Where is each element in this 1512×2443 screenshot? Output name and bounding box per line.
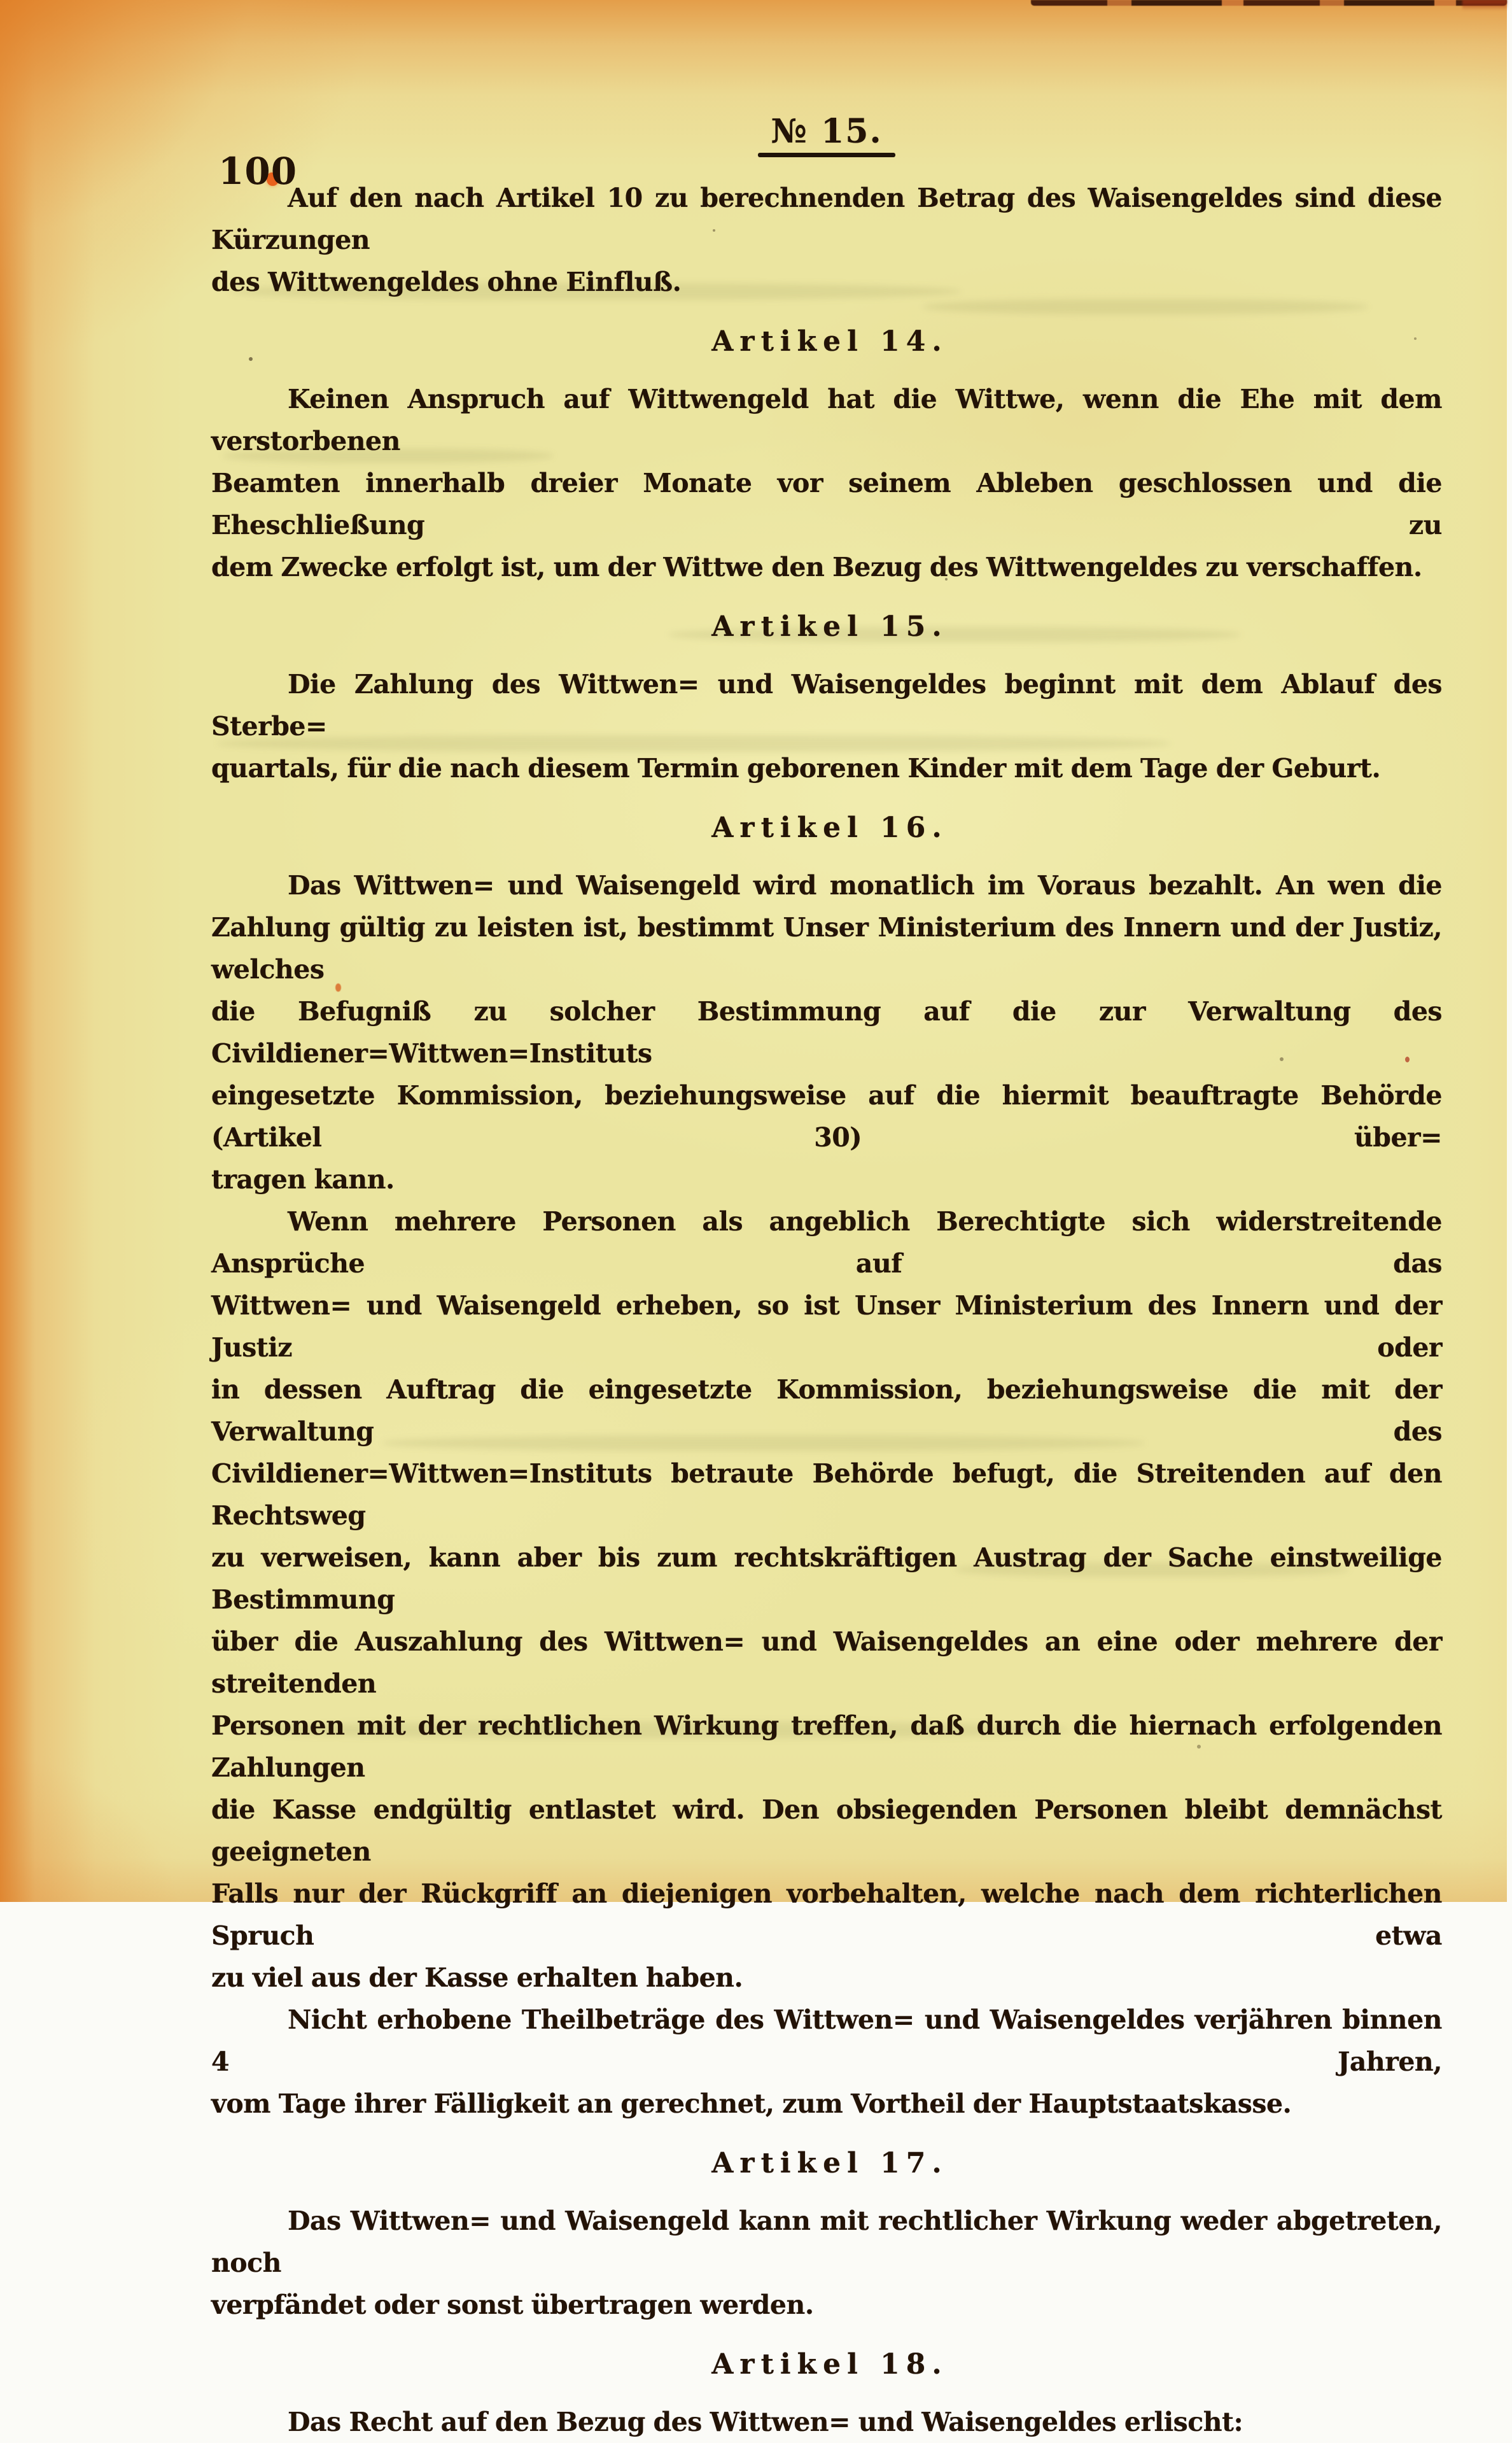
article-heading: Artikel 18.	[711, 2348, 948, 2381]
text-line: Die Zahlung des Wittwen= und Waisengeldes beginnt mit dem Ablauf des Sterbe=	[211, 669, 1442, 742]
text-line: tragen kann.	[211, 1164, 395, 1195]
text-line: Wenn mehrere Personen als angeblich Berechtigte sich widerstreitende Ansprüche auf das	[211, 1206, 1442, 1279]
text-line: des Wittwengeldes ohne Einfluß.	[211, 267, 682, 297]
text-line: Civildiener=Wittwen=Instituts betraute Behörde befugt, die Streitenden auf den Rechtsweg	[211, 1458, 1442, 1531]
text-line: Auf den nach Artikel 10 zu berechnenden Betrag des Waisengeldes sind diese Kürzungen	[211, 183, 1442, 255]
text-line: vom Tage ihrer Fälligkeit an gerechnet, zum Vortheil der Hauptstaatskasse.	[211, 2088, 1292, 2119]
article-heading: Artikel 17.	[711, 2147, 948, 2179]
page-number: 100	[218, 150, 298, 193]
paragraph	[211, 864, 1442, 1200]
text-line: verpfändet oder sonst übertragen werden.	[211, 2290, 814, 2320]
text-line: Zahlung gültig zu leisten ist, bestimmt Unser Ministerium des Innern und der Justiz, welches	[211, 912, 1442, 985]
text-line: zu verweisen, kann aber bis zum rechtskräftigen Austrag der Sache einstweilige Bestimmung	[211, 1542, 1442, 1615]
article-heading: Artikel 15.	[711, 610, 948, 643]
issue-number: № 15.	[771, 112, 883, 151]
text-line: über die Auszahlung des Wittwen= und Waisengeldes an eine oder mehrere der streitenden	[211, 1626, 1442, 1699]
text-line: Wittwen= und Waisengeld erheben, so ist Unser Ministerium des Innern und der Justiz oder	[211, 1290, 1442, 1363]
text-line: quartals, für die nach diesem Termin geborenen Kinder mit dem Tage der Geburt.	[211, 753, 1381, 784]
text-line: Das Wittwen= und Waisengeld wird monatlich im Voraus bezahlt. An wen die	[288, 870, 1442, 901]
header-underline	[758, 153, 895, 157]
paragraph	[211, 177, 1442, 303]
text-line: Das Recht auf den Bezug des Wittwen= und Waisengeldes erlischt:	[288, 2407, 1243, 2437]
article-heading: Artikel 14.	[711, 325, 948, 358]
text-line: Keinen Anspruch auf Wittwengeld hat die Wittwe, wenn die Ehe mit dem verstorbenen	[211, 384, 1442, 456]
text-line: dem Zwecke erfolgt ist, um der Wittwe den Bezug des Wittwengeldes zu verschaffen.	[211, 552, 1422, 582]
article-heading: Artikel 16.	[711, 812, 948, 844]
text-line: Beamten innerhalb dreier Monate vor seinem Ableben geschlossen und die Eheschließung zu	[211, 468, 1442, 540]
text-line: die Befugniß zu solcher Bestimmung auf die zur Verwaltung des Civildiener=Wittwen=Instituts	[211, 996, 1442, 1069]
paragraph	[211, 1200, 1442, 1999]
ink-specks	[0, 0, 3, 3]
issue-header	[211, 113, 1442, 157]
paragraph	[211, 1999, 1442, 2125]
paragraph	[211, 663, 1442, 789]
text-line: Nicht erhobene Theilbeträge des Wittwen= und Waisengeldes verjähren binnen 4 Jahren,	[211, 2004, 1442, 2077]
text-line: in dessen Auftrag die eingesetzte Kommission, beziehungsweise die mit der Verwaltung des	[211, 1374, 1442, 1447]
text-line: eingesetzte Kommission, beziehungsweise auf die hiermit beauftragte Behörde (Artikel 30) über=	[211, 1080, 1442, 1153]
document-body	[211, 177, 1442, 2443]
text-line: zu viel aus der Kasse erhalten haben.	[211, 1962, 743, 1993]
text-line: Das Wittwen= und Waisengeld kann mit rechtlicher Wirkung weder abgetreten, noch	[211, 2206, 1442, 2278]
scan-edge-corner-artifact	[1462, 0, 1507, 10]
text-line: Personen mit der rechtlichen Wirkung treffen, daß durch die hiernach erfolgenden Zahlungen	[211, 1710, 1442, 1783]
text-line: Falls nur der Rückgriff an diejenigen vorbehalten, welche nach dem richterlichen Spruch etwa	[211, 1878, 1442, 1951]
text-line: die Kasse endgültig entlastet wird. Den obsiegenden Personen bleibt demnächst geeigneten	[211, 1794, 1442, 1867]
paragraph	[211, 378, 1442, 588]
scan-edge-artifact	[1031, 0, 1507, 6]
paragraph	[211, 2401, 1442, 2443]
paragraph	[211, 2200, 1442, 2326]
